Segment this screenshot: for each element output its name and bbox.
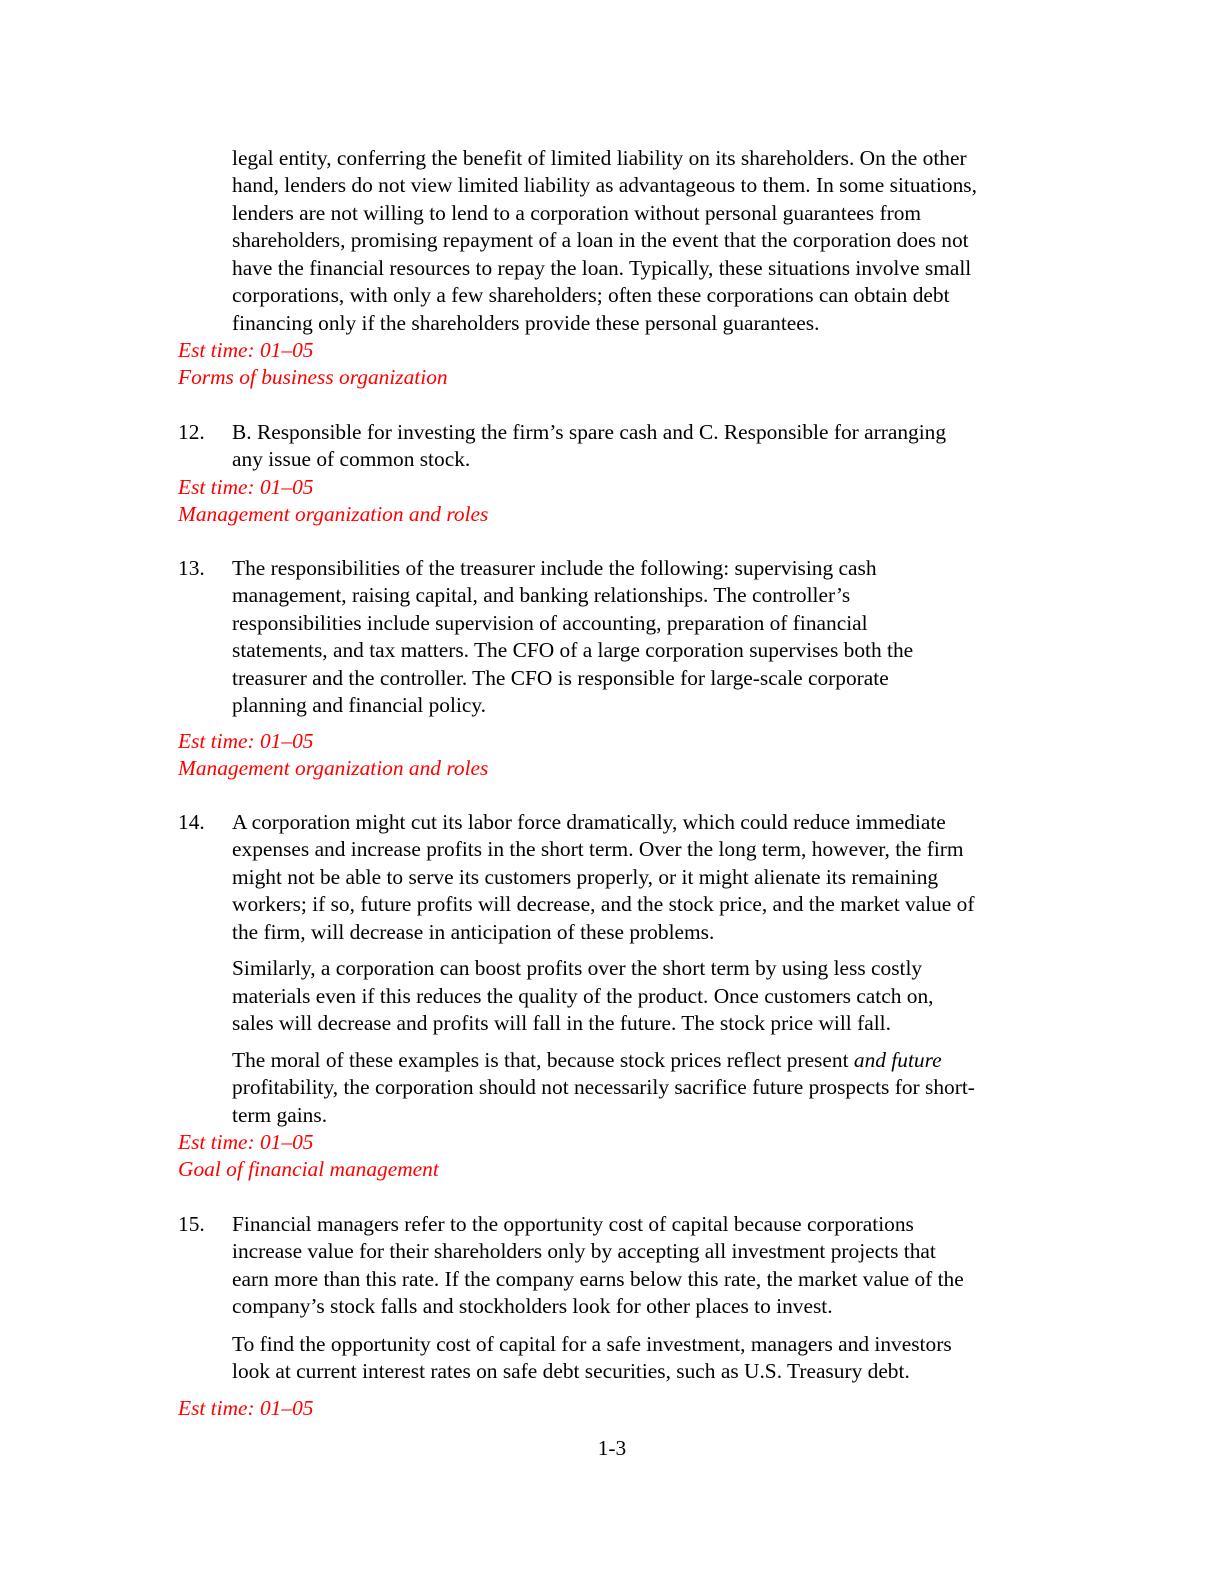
answer-line: corporations, with only a few shareholders; often these corporations can obtain debt	[232, 283, 950, 307]
answer-line: Financial managers refer to the opportunity cost of capital because corporations	[232, 1212, 914, 1236]
answer-line: lenders are not willing to lend to a corporation without personal guarantees from	[232, 201, 922, 225]
answer-line: workers; if so, future profits will decrease, and the stock price, and the market value of	[232, 892, 975, 916]
answer-line: the firm, will decrease in anticipation of these problems.	[232, 920, 715, 944]
answer-line: financing only if the shareholders provide these personal guarantees.	[232, 311, 820, 335]
page-number: 1-3	[597, 1436, 627, 1460]
answer-line: expenses and increase profits in the short term. Over the long term, however, the firm	[232, 837, 964, 861]
answer-line	[232, 1050, 942, 1071]
answer-line: legal entity, conferring the benefit of limited liability on its shareholders. On the other	[232, 146, 967, 170]
answer-line: treasurer and the controller. The CFO is responsible for large-scale corporate	[232, 666, 889, 690]
question-number: 12.	[178, 420, 205, 444]
answer-line: shareholders, promising repayment of a loan in the event that the corporation does not	[232, 228, 969, 252]
answer-line: Similarly, a corporation can boost profits over the short term by using less costly	[232, 956, 923, 980]
answer-line: To find the opportunity cost of capital for a safe investment, managers and investors	[232, 1332, 952, 1356]
est-time-label: Est time: 01–05	[178, 1396, 314, 1420]
answer-line: any issue of common stock.	[232, 447, 471, 471]
est-time-label: Est time: 01–05	[178, 338, 314, 362]
est-time-label: Est time: 01–05	[178, 729, 314, 753]
topic-label: Management organization and roles	[178, 756, 489, 780]
answer-text: The moral of these examples is that, because stock prices reflect present	[232, 1048, 854, 1072]
topic-label: Management organization and roles	[178, 502, 489, 526]
answer-line: have the financial resources to repay the loan. Typically, these situations involve small	[232, 256, 972, 280]
question-number: 14.	[178, 810, 205, 834]
question-number: 13.	[178, 556, 205, 580]
answer-line: The responsibilities of the treasurer include the following: supervising cash	[232, 556, 877, 580]
answer-line: earn more than this rate. If the company earns below this rate, the market value of the	[232, 1267, 964, 1291]
topic-label: Goal of financial management	[178, 1157, 439, 1181]
answer-line: statements, and tax matters. The CFO of a large corporation supervises both the	[232, 638, 914, 662]
answer-line: planning and financial policy.	[232, 693, 487, 717]
answer-line: B. Responsible for investing the firm’s spare cash and C. Responsible for arranging	[232, 420, 947, 444]
answer-line: increase value for their shareholders only by accepting all investment projects that	[232, 1239, 936, 1263]
answer-line: company’s stock falls and stockholders look for other places to invest.	[232, 1294, 833, 1318]
topic-label: Forms of business organization	[178, 365, 448, 389]
answer-line: look at current interest rates on safe debt securities, such as U.S. Treasury debt.	[232, 1359, 910, 1383]
emphasis-text: and future	[853, 1048, 942, 1072]
est-time-label: Est time: 01–05	[178, 1130, 314, 1154]
answer-line: management, raising capital, and banking relationships. The controller’s	[232, 583, 851, 607]
answer-line: sales will decrease and profits will fall in the future. The stock price will fall.	[232, 1011, 891, 1035]
answer-line: responsibilities include supervision of accounting, preparation of financial	[232, 611, 868, 635]
answer-line: term gains.	[232, 1103, 328, 1127]
question-number: 15.	[178, 1212, 205, 1236]
answer-line: hand, lenders do not view limited liability as advantageous to them. In some situations,	[232, 173, 977, 197]
answer-line: profitability, the corporation should not necessarily sacrifice future prospects for short-	[232, 1075, 975, 1099]
est-time-label: Est time: 01–05	[178, 475, 314, 499]
answer-line: A corporation might cut its labor force dramatically, which could reduce immediate	[232, 810, 946, 834]
answer-line: materials even if this reduces the quality of the product. Once customers catch on,	[232, 984, 934, 1008]
answer-line: might not be able to serve its customers properly, or it might alienate its remaining	[232, 865, 939, 889]
